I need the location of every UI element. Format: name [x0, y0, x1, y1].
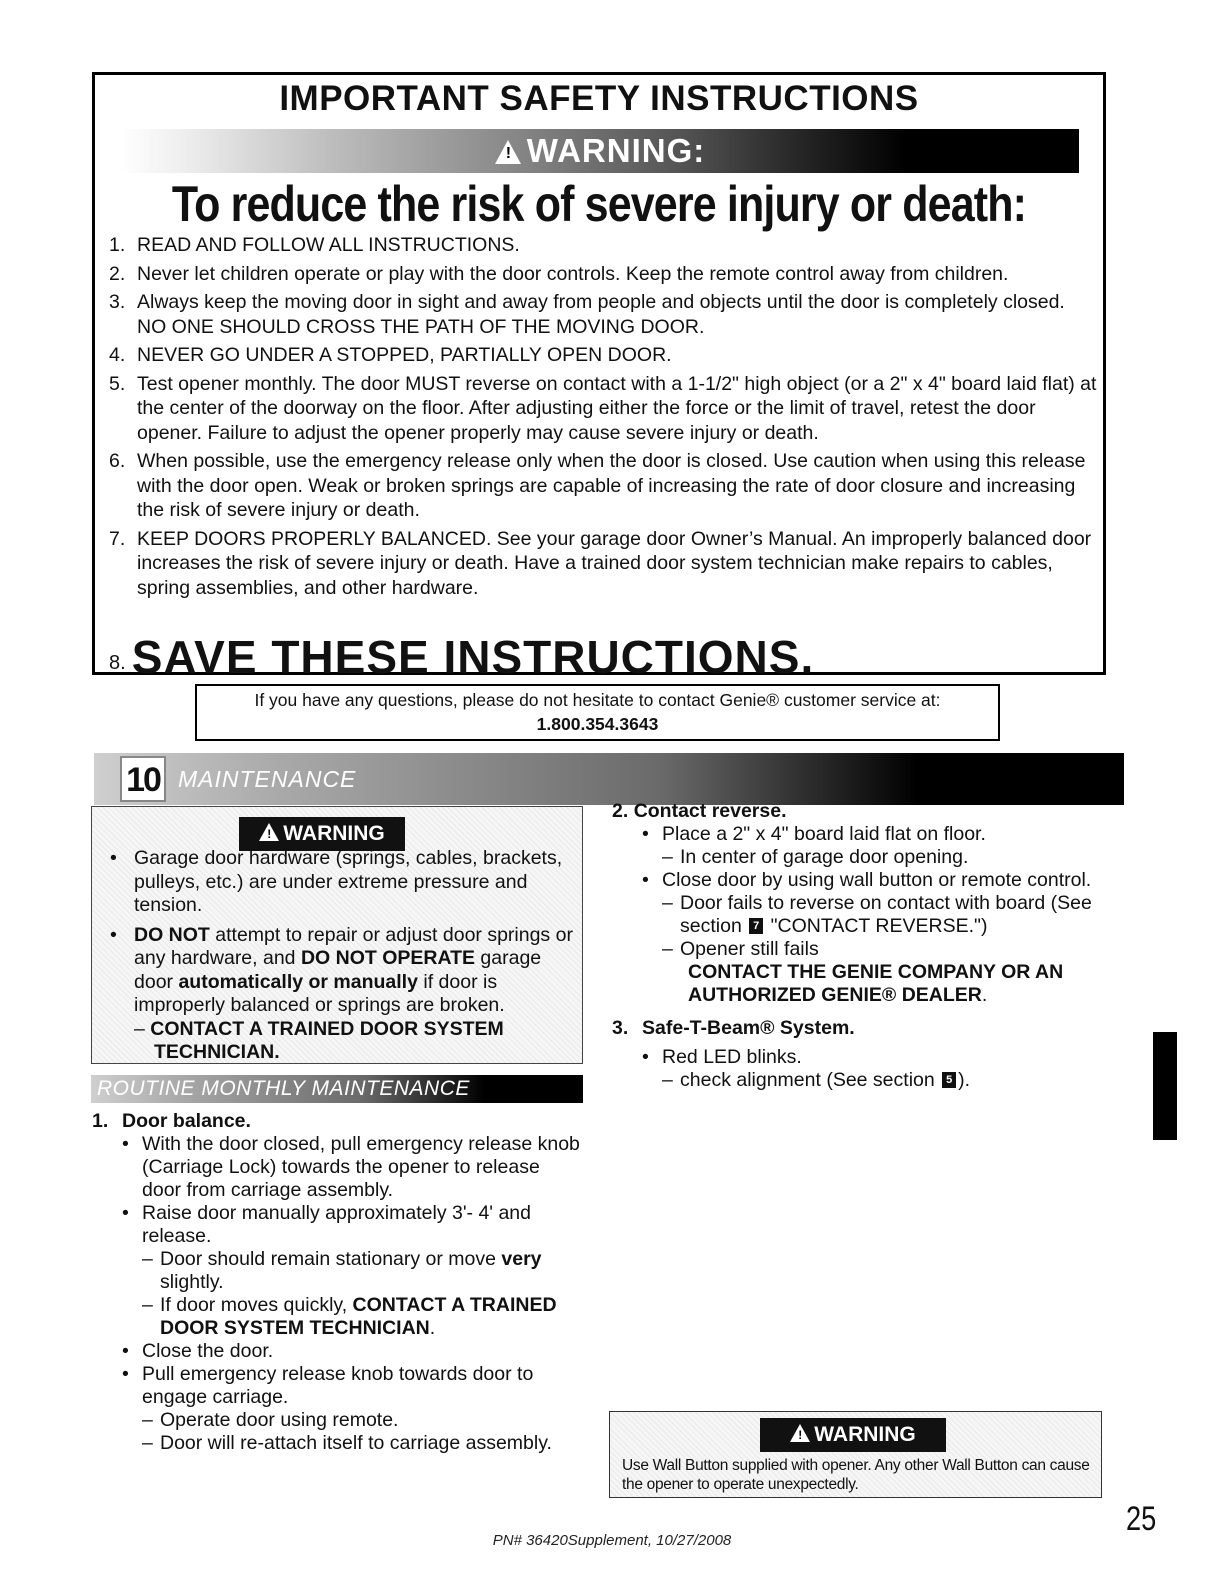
list-item: • Red LED blinks. — [642, 1046, 802, 1068]
list-item: • DO NOT attempt to repair or adjust door springs or any hardware, and DO NOT OPERATE garage door automatically or manually if door is improperly balanced or springs are broken. – CONTACT A TRAINED DOOR SYSTEM TECHNICIAN. — [110, 924, 575, 1065]
warning-sub-item: – CONTACT A TRAINED DOOR SYSTEM TECHNICIAN. — [134, 1017, 504, 1063]
list-item: 7. KEEP DOORS PROPERLY BALANCED. See your garage door Owner’s Manual. An improperly balanced door increases the risk of severe injury or death. Have a trained door system technician make repairs to cables, spring assemblies, and other hardware. — [109, 527, 1092, 599]
list-item: – check alignment (See section 5 ). — [662, 1069, 971, 1091]
contact-box — [195, 684, 1000, 741]
section-reference-icon: 7 — [749, 918, 763, 934]
warning-label: ! WARNING — [760, 1418, 946, 1452]
list-item: – Door fails to reverse on contact with board (See section 7 "CONTACT REVERSE.") — [662, 892, 1092, 937]
list-item: 5. Test opener monthly. The door MUST reverse on contact with a 1-1/2" high object (or a 2" x 4" board laid flat) at the center of the doorway on the floor. After adjusting either the force or the limit of travel, retest the door opener. Failure to adjust the opener properly may cause severe injury or death. — [109, 372, 1097, 444]
warning-triangle-icon: ! — [495, 140, 521, 164]
list-item: 3. Always keep the moving door in sight and away from people and objects until the door is completely closed. NO ONE SHOULD CROSS THE PATH OF THE MOVING DOOR. — [109, 291, 1065, 338]
hardware-warning-list — [110, 847, 575, 1071]
save-text: SAVE THESE INSTRUCTIONS. — [131, 631, 815, 683]
list-item: 2. Never let children operate or play with the door controls. Keep the remote control away from children. — [109, 262, 1009, 285]
step-heading: 2. Contact reverse. — [612, 800, 787, 822]
list-item: • Close the door. — [122, 1340, 274, 1362]
save-number: 8. — [109, 652, 126, 674]
section-tab-marker — [1153, 1032, 1177, 1140]
warning-text: Use Wall Button supplied with opener. Any other Wall Button can cause the opener to operate unexpectedly. — [622, 1457, 1090, 1493]
contact-text: If you have any questions, please do not hesitate to contact Genie® customer service at: — [254, 690, 941, 710]
list-item: 4. NEVER GO UNDER A STOPPED, PARTIALLY OPEN DOOR. — [109, 344, 672, 366]
safety-list — [109, 233, 1099, 604]
safety-title: IMPORTANT SAFETY INSTRUCTIONS — [279, 79, 919, 118]
door-balance-section — [92, 1110, 582, 1455]
list-item: – Door will re-attach itself to carriage assembly. — [142, 1432, 552, 1454]
hardware-warning-box — [91, 806, 583, 1064]
list-item: • Close door by using wall button or remote control. — [642, 869, 1092, 891]
safety-instructions-box — [92, 72, 1106, 683]
page-number: 25 — [1126, 1500, 1157, 1538]
list-item: – If door moves quickly, CONTACT A TRAINED DOOR SYSTEM TECHNICIAN. — [142, 1294, 557, 1339]
step-heading: 1. Door balance. — [92, 1110, 251, 1132]
footer-part-number: PN# 36420Supplement, 10/27/2008 — [492, 1532, 732, 1549]
list-item: 1. READ AND FOLLOW ALL INSTRUCTIONS. — [109, 234, 520, 256]
routine-title: ROUTINE MONTHLY MAINTENANCE — [97, 1077, 470, 1100]
contact-company-note: CONTACT THE GENIE COMPANY OR AN AUTHORIZED GENIE® DEALER. — [688, 961, 1064, 1006]
warning-banner-label: ! WARNING: — [121, 129, 1079, 173]
warning-banner — [121, 129, 1079, 173]
list-item: – In center of garage door opening. — [662, 846, 969, 868]
list-item: • Place a 2" x 4" board laid flat on floor. — [642, 823, 986, 845]
routine-maintenance-header — [91, 1075, 583, 1103]
maintenance-header — [94, 753, 1124, 805]
step-heading: 3. Safe-T-Beam® System. — [612, 1017, 855, 1039]
section-title: MAINTENANCE — [178, 766, 357, 792]
wall-button-warning-box — [609, 1411, 1102, 1498]
warning-label: ! WARNING — [239, 817, 405, 851]
right-column — [612, 800, 1102, 1092]
list-item: • Garage door hardware (springs, cables, brackets, pulleys, etc.) are under extreme pressure and tension. — [110, 847, 563, 916]
contact-phone: 1.800.354.3643 — [536, 714, 659, 734]
list-item: – Operate door using remote. — [142, 1409, 399, 1431]
section-number: 10 — [120, 756, 166, 802]
risk-heading: To reduce the risk of severe injury or death: — [171, 176, 1027, 232]
list-item: • Pull emergency release knob towards door to engage carriage. — [122, 1363, 534, 1408]
list-item: 6. When possible, use the emergency release only when the door is closed. Use caution when using this release with the door open. Weak or broken springs are capable of increasing the rate of door closure and increasing the risk of severe injury or death. — [109, 450, 1086, 521]
save-instructions — [109, 630, 814, 684]
list-item: • Raise door manually approximately 3'- 4' and release. — [122, 1202, 531, 1247]
list-item: – Opener still fails — [662, 938, 819, 960]
warning-triangle-icon: ! — [790, 1424, 810, 1442]
list-item: – Door should remain stationary or move very slightly. — [142, 1248, 542, 1293]
warning-triangle-icon: ! — [259, 823, 279, 841]
section-reference-icon: 5 — [942, 1072, 956, 1088]
list-item: • With the door closed, pull emergency release knob (Carriage Lock) towards the opener to release door from carriage assembly. — [122, 1133, 580, 1201]
